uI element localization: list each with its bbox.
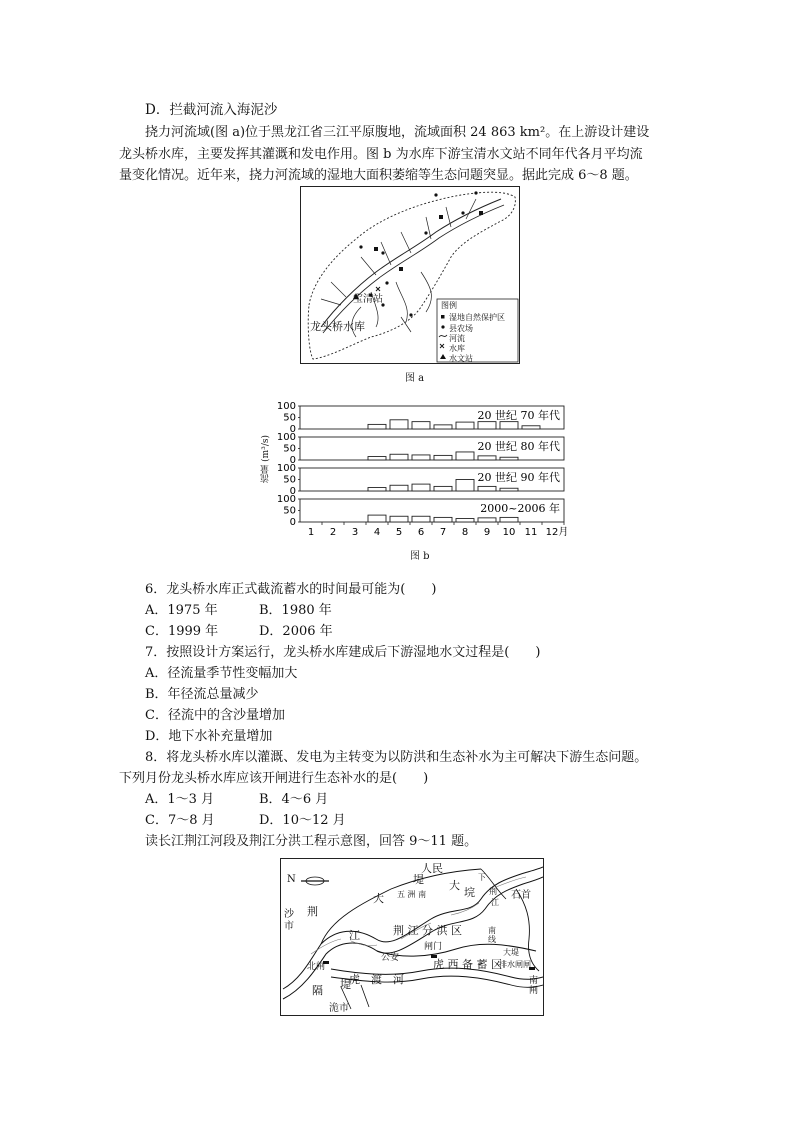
gongan-label: 公安 <box>381 953 400 963</box>
chart-bar <box>434 425 452 429</box>
map-a <box>300 186 520 364</box>
chart-bar <box>434 517 452 522</box>
series-label: 20 世纪 80 年代 <box>477 440 560 453</box>
chart-bar <box>390 485 408 491</box>
jing3-label: 荆 <box>489 887 497 896</box>
y-tick-label: 100 <box>276 432 296 443</box>
chart-bar <box>500 457 518 460</box>
dadi-label: 大堤 <box>503 948 519 957</box>
chart-b-caption: 图 b <box>410 551 430 562</box>
yuan-label: 垸 <box>464 886 475 899</box>
north-label: N <box>287 874 296 885</box>
di-label-2: 堤 <box>340 978 351 991</box>
chart-bar <box>368 488 386 491</box>
chart-bar <box>412 484 430 491</box>
q6-option-c[interactable]: C．1999 年 <box>145 624 219 639</box>
jiang3-label: 江 <box>491 898 499 907</box>
prev-option-d: D．拦截河流入海泥沙 <box>145 102 278 118</box>
legend-station: 水文站 <box>449 354 473 363</box>
q6-stem: 6．龙头桥水库正式截流蓄水的时间最可能为( ) <box>145 582 437 597</box>
x-tick-label: 6 <box>417 527 425 538</box>
q8-option-a[interactable]: A．1～3 月 <box>145 792 215 807</box>
chart-bar <box>456 422 474 429</box>
y-tick-label: 0 <box>289 424 296 435</box>
q7-option-b[interactable]: B．年径流总量减少 <box>145 687 259 702</box>
di-label-1: 堤 <box>413 873 424 886</box>
xia-label: 下 <box>478 873 486 882</box>
intro-2: 读长江荆江河段及荆江分洪工程示意图，回答 9～11 题。 <box>145 834 478 849</box>
q7-stem: 7．按照设计方案运行，龙头桥水库建成后下游湿地水文过程是( ) <box>145 645 541 660</box>
series-label: 20 世纪 90 年代 <box>477 471 560 484</box>
fenhongqu-label: 荆 江 分 洪 区 <box>393 924 462 937</box>
chart-bar <box>456 480 474 492</box>
map-a-caption: 图 a <box>405 373 425 384</box>
chart-bar <box>412 455 430 460</box>
chart-bar <box>500 422 518 429</box>
legend-reservoir: 水库 <box>449 344 465 353</box>
nanxian-label: 南线 <box>488 926 496 944</box>
map-a-drawing <box>301 187 519 363</box>
paishui-label: 排水闸闸 <box>499 960 531 969</box>
x-tick-label: 10 <box>502 527 516 538</box>
da-label-1: 大 <box>373 892 384 905</box>
chart-bar <box>478 422 496 429</box>
map-jingjiang <box>280 858 544 1016</box>
chart-bar <box>500 488 518 491</box>
ge-label: 隔 <box>312 984 323 997</box>
chart-bar <box>478 518 496 522</box>
wunan-label: 五 洲 南 <box>397 890 427 899</box>
chart-bar <box>434 455 452 460</box>
chart-bar <box>478 486 496 491</box>
q6-option-b[interactable]: B．1980 年 <box>259 603 332 618</box>
series-label: 2000~2006 年 <box>480 502 560 515</box>
hudu-label: 虎 渡 河 <box>349 973 404 986</box>
chart-bar <box>368 515 386 522</box>
chart-bar <box>456 519 474 522</box>
chart-bar <box>522 426 540 429</box>
legend-title: 图例 <box>441 301 457 310</box>
q8-option-d[interactable]: D．10～12 月 <box>259 813 346 828</box>
chart-bar <box>390 516 408 522</box>
da-label-2: 大 <box>449 879 460 892</box>
y-tick-label: 100 <box>276 463 296 474</box>
renmin-label: 人民 <box>421 862 443 875</box>
y-tick-label: 0 <box>289 455 296 466</box>
beizha-label: 北闸 <box>307 962 326 972</box>
series-label: 20 世纪 70 年代 <box>477 409 560 422</box>
x-tick-label: 7 <box>439 527 447 538</box>
x-tick-label: 5 <box>395 527 403 538</box>
x-tick-label: 2 <box>329 527 337 538</box>
q7-option-a[interactable]: A．径流量季节性变幅加大 <box>145 666 298 681</box>
x-tick-label: 4 <box>373 527 381 538</box>
x-tick-label: 8 <box>461 527 469 538</box>
y-tick-label: 50 <box>283 505 296 517</box>
chart-bar <box>500 517 518 522</box>
q6-option-a[interactable]: A．1975 年 <box>145 603 218 618</box>
chart-bar <box>478 456 496 460</box>
chart-bar <box>390 454 408 460</box>
chart-bar <box>434 486 452 491</box>
zhamen-label: 闸门 <box>424 942 443 952</box>
y-tick-label: 50 <box>283 474 296 486</box>
x-tick-label: 3 <box>351 527 359 538</box>
chart-bar <box>368 424 386 429</box>
chart-bar <box>368 457 386 460</box>
chart-b <box>258 398 578 563</box>
chart-ylabel: 流量 (m³/s) <box>261 435 271 483</box>
ou-label: 洈市 <box>329 1003 349 1014</box>
q7-option-c[interactable]: C．径流中的含沙量增加 <box>145 708 285 723</box>
intro-line-1: 挠力河流域(图 a)位于黑龙江省三江平原腹地，流域面积 24 863 km²。在上游设计建设 <box>145 125 650 140</box>
station-label: 宝清站 <box>353 294 383 305</box>
q8-stem-1: 8．将龙头桥水库以灌溉、发电为主转变为以防洪和生态补水为主可解决下游生态问题。 <box>145 750 648 765</box>
jiang-label: 江 <box>349 929 360 942</box>
reservoir-label: 龙头桥水库 <box>310 320 365 333</box>
q8-stem-2: 下列月份龙头桥水库应该开闸进行生态补水的是( ) <box>119 771 429 786</box>
y-tick-label: 100 <box>276 401 296 412</box>
x-tick-label: 9 <box>483 527 491 538</box>
huxi-label: 虎 西 备 蓄 区 <box>433 958 502 971</box>
legend-wetland: 湿地自然保护区 <box>449 313 505 322</box>
y-tick-label: 0 <box>289 486 296 497</box>
intro-line-3: 量变化情况。近年来，挠力河流域的湿地大面积萎缩等生态问题突显。据此完成 6～8 题。 <box>119 168 638 183</box>
legend-river: 河流 <box>449 334 465 343</box>
x-tick-label: 11 <box>524 527 538 538</box>
chart-bar <box>456 452 474 460</box>
y-tick-label: 0 <box>289 517 296 528</box>
chart-b-svg <box>258 398 578 563</box>
nanzha-label: 南闸 <box>529 976 539 996</box>
q7-option-d[interactable]: D．地下水补充量增加 <box>145 729 273 744</box>
chart-bar <box>412 422 430 429</box>
chart-bar <box>390 420 408 429</box>
shishou-label: 石首 <box>511 890 531 901</box>
y-tick-label: 50 <box>283 443 296 455</box>
shashi-label: 沙市 <box>284 909 294 932</box>
x-tick-label: 1 <box>307 527 315 538</box>
q8-option-c[interactable]: C．7～8 月 <box>145 813 215 828</box>
legend-farm: 县农场 <box>449 324 473 333</box>
y-tick-label: 100 <box>276 494 296 505</box>
jing-label: 荆 <box>307 905 318 918</box>
q8-option-b[interactable]: B．4～6 月 <box>259 792 329 807</box>
q6-option-d[interactable]: D．2006 年 <box>259 624 333 639</box>
x-tick-label: 12月 <box>545 527 569 538</box>
intro-line-2: 龙头桥水库，主要发挥其灌溉和发电作用。图 b 为水库下游宝清水文站不同年代各月平均流 <box>119 147 643 162</box>
y-tick-label: 50 <box>283 412 296 424</box>
chart-bar <box>412 516 430 522</box>
